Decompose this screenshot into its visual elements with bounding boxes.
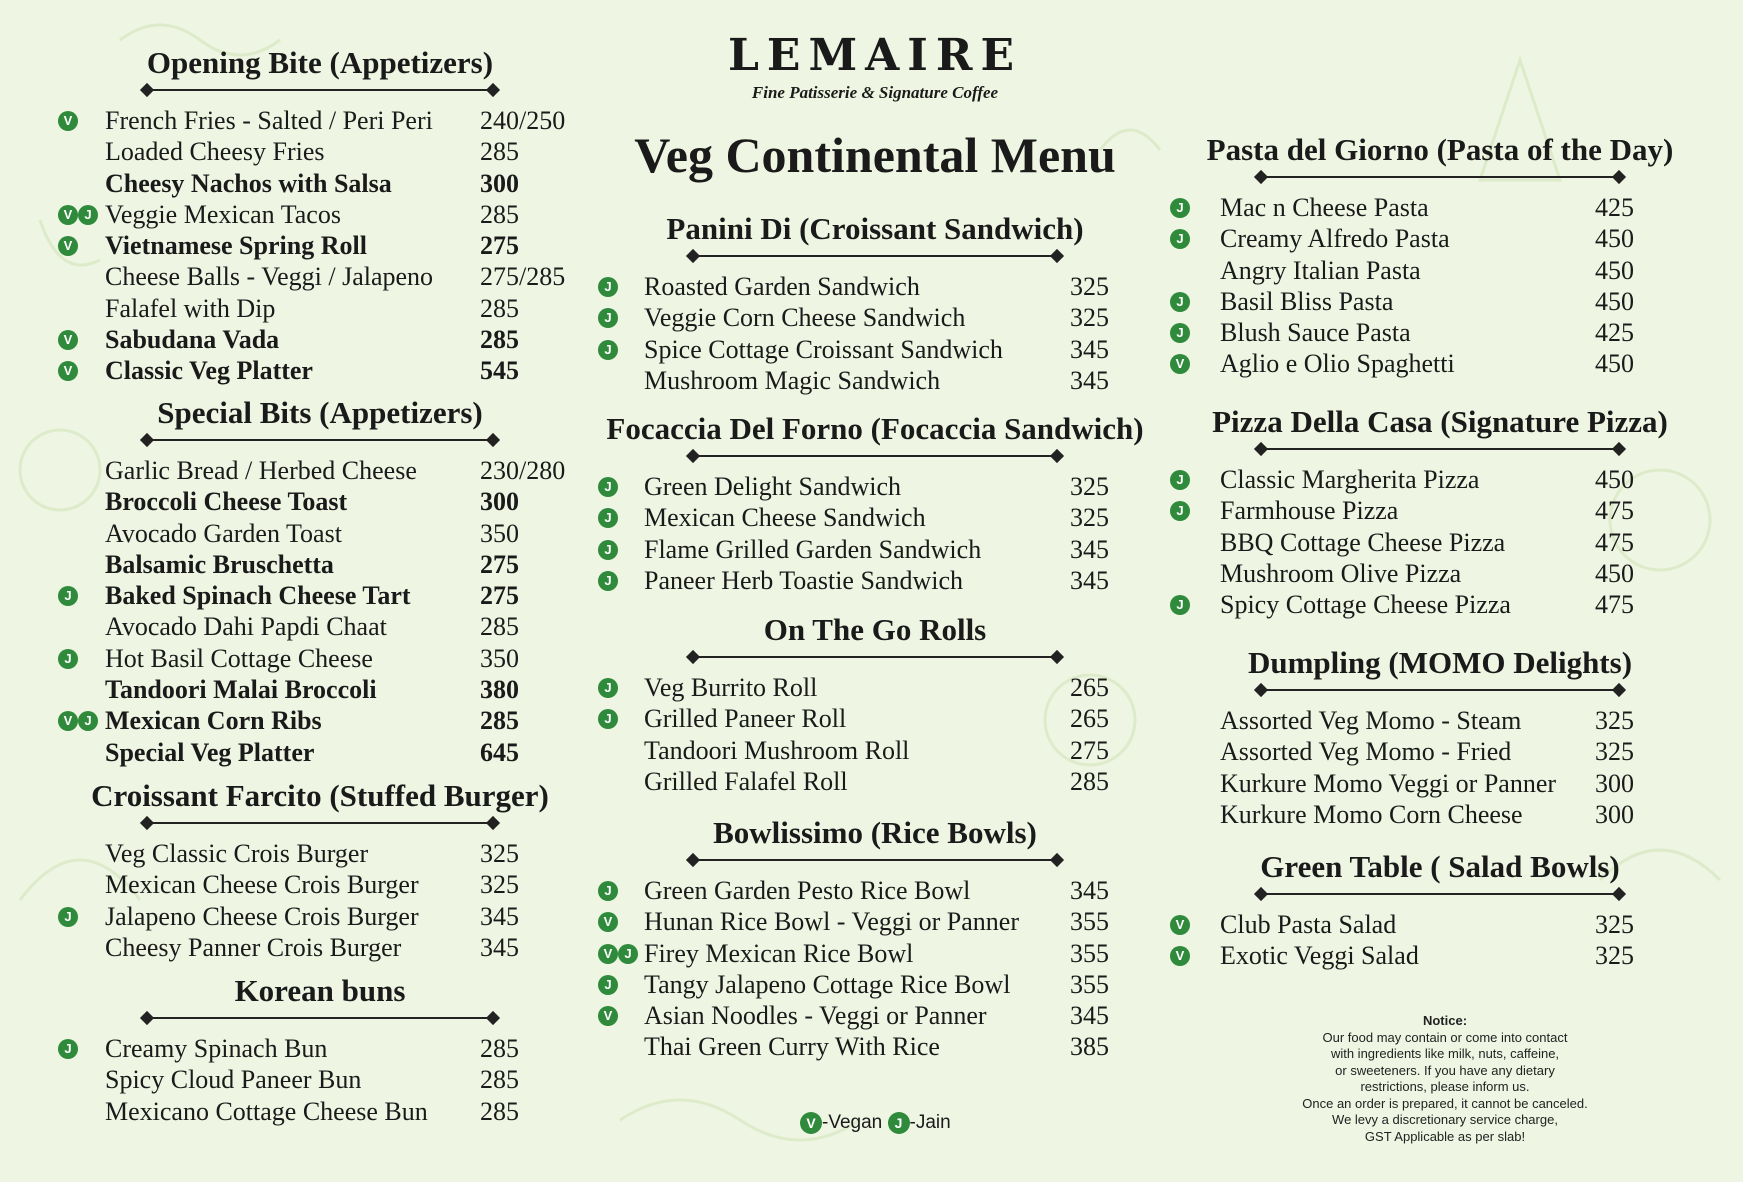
menu-item-price: 350 [480,518,519,548]
menu-item [50,1096,590,1127]
menu-item-list [50,1033,590,1127]
menu-item-name: Mexican Cheese Crois Burger [105,870,419,900]
jain-badge-icon: J [58,586,78,606]
jain-badge-icon: J [598,508,618,528]
menu-item [1160,223,1720,254]
menu-item [590,565,1160,596]
menu-item-price: 450 [1595,465,1634,494]
menu-item-name: Asian Noodles - Veggi or Panner [644,1001,987,1031]
menu-item-price: 645 [480,737,519,767]
menu-item [590,271,1160,302]
menu-item [50,136,590,167]
jain-badge-icon: J [58,649,78,669]
menu-item-name: Tandoori Malai Broccoli [105,675,377,705]
menu-item-list [1160,705,1720,830]
menu-item-name: Veg Burrito Roll [644,673,818,702]
menu-item-price: 325 [480,870,519,900]
section-title: Panini Di (Croissant Sandwich) [666,211,1084,246]
jain-badge-icon: J [598,975,618,995]
menu-item [590,534,1160,565]
menu-item-name: Broccoli Cheese Toast [105,487,348,517]
menu-item [50,1064,590,1095]
section-divider [590,451,1160,461]
section-pasta [1160,132,1720,380]
menu-item-name: Cheese Balls - Veggi / Jalapeno [105,262,434,292]
menu-item-name: Avocado Garden Toast [105,518,342,548]
menu-item-price: 285 [480,199,519,229]
menu-item-price: 275 [480,231,519,261]
menu-item-price: 545 [480,356,519,386]
menu-item [50,869,590,900]
menu-item-name: Garlic Bread / Herbed Cheese [105,456,417,485]
vegan-badge-icon: V [58,111,78,131]
menu-item-name: Roasted Garden Sandwich [644,272,920,301]
menu-item [590,672,1160,703]
vegan-badge-icon: V [58,330,78,350]
menu-item-name: Spicy Cloud Paneer Bun [105,1065,362,1095]
menu-item-name: Mushroom Magic Sandwich [644,365,941,395]
menu-item [50,901,590,932]
menu-item-name: Jalapeno Cheese Crois Burger [105,901,419,931]
menu-item-name: Cheesy Nachos with Salsa [105,168,392,198]
menu-item [50,230,590,261]
vegan-badge-icon: V [598,944,618,964]
menu-item [590,1031,1160,1062]
menu-item-price: 265 [1070,673,1109,702]
menu-item-name: Baked Spinach Cheese Tart [105,581,411,611]
menu-item-price: 275 [480,581,519,611]
menu-item-price: 450 [1595,286,1634,316]
menu-item [1160,286,1720,317]
section-divider [50,818,590,828]
menu-item-price: 355 [1070,969,1109,999]
menu-item [1160,909,1720,940]
menu-item-name: Mexican Cheese Sandwich [644,503,926,533]
section-rice-bowls [590,815,1160,1063]
diet-badges [58,361,78,392]
menu-item-price: 230/280 [480,456,566,485]
jain-badge-icon: J [598,277,618,297]
menu-item-price: 450 [1595,558,1634,588]
menu-item-price: 325 [1595,910,1634,939]
menu-item-list [1160,464,1720,620]
section-divider [1160,685,1720,695]
menu-item-name: Grilled Paneer Roll [644,704,847,734]
menu-item-name: Hot Basil Cottage Cheese [105,643,373,673]
menu-item [50,355,590,386]
menu-title: Veg Continental Menu [634,127,1116,183]
jain-badge-icon: J [1170,501,1190,521]
menu-item [50,455,590,486]
menu-item [1160,192,1720,223]
menu-item-price: 345 [1070,334,1109,364]
vegan-badge-icon: V [800,1112,822,1134]
menu-item-price: 345 [1070,876,1109,905]
vegan-badge-icon: V [58,361,78,381]
menu-item-name: Tandoori Mushroom Roll [644,735,910,765]
menu-item-price: 285 [480,706,519,736]
jain-badge-icon: J [1170,229,1190,249]
menu-item-list [50,455,590,768]
menu-item-name: Mac n Cheese Pasta [1220,193,1429,222]
menu-item-price: 325 [1595,706,1634,735]
menu-item-price: 300 [1595,768,1634,798]
menu-item-name: Blush Sauce Pasta [1220,318,1411,348]
menu-item [590,302,1160,333]
section-title: Pasta del Giorno (Pasta of the Day) [1206,132,1674,167]
menu-item-price: 325 [1595,737,1634,767]
menu-item [590,334,1160,365]
menu-item-name: Green Garden Pesto Rice Bowl [644,876,971,905]
section-title: Bowlissimo (Rice Bowls) [713,815,1037,850]
diet-badges [1170,946,1190,977]
menu-item-name: Assorted Veg Momo - Fried [1220,737,1512,767]
vegan-badge-icon: V [58,205,78,225]
menu-item-list [590,672,1160,797]
section-croissant-farcito [50,778,590,963]
jain-badge-icon: J [598,881,618,901]
section-divider [50,1013,590,1023]
menu-item-name: Aglio e Olio Spaghetti [1220,349,1455,379]
menu-item-price: 475 [1595,527,1634,557]
menu-item [50,838,590,869]
menu-item [50,199,590,230]
section-title: On The Go Rolls [763,612,987,647]
menu-item-list [50,105,590,387]
notice-title: Notice: [1422,1013,1468,1028]
section-korean-buns [50,973,590,1127]
menu-item [50,643,590,674]
menu-item [1160,768,1720,799]
jain-badge-icon: J [1170,292,1190,312]
menu-item-price: 345 [480,932,519,962]
notice-line: We levy a discretionary service charge, [1332,1112,1558,1127]
menu-item [590,1000,1160,1031]
menu-item-price: 325 [1070,503,1109,533]
jain-badge-icon: J [598,340,618,360]
brand-name: LEMAIRE [727,30,1022,81]
menu-item [1160,736,1720,767]
menu-item-name: Classic Veg Platter [105,356,313,386]
jain-badge-icon: J [888,1112,910,1134]
menu-item-price: 450 [1595,349,1634,379]
section-pizza [1160,404,1720,620]
menu-item-name: Green Delight Sandwich [644,472,902,501]
brand-header [590,30,1160,103]
jain-badge-icon: J [58,1039,78,1059]
menu-item-price: 345 [1070,534,1109,564]
menu-item-name: Farmhouse Pizza [1220,496,1399,526]
menu-item-name: Kurkure Momo Veggi or Panner [1220,768,1557,798]
menu-item [50,168,590,199]
notice-line: Once an order is prepared, it cannot be canceled. [1302,1095,1588,1111]
section-divider [1160,444,1720,454]
jain-badge-icon: J [1170,323,1190,343]
section-divider [1160,889,1720,899]
menu-item-name: Firey Mexican Rice Bowl [644,938,914,968]
menu-item-name: Club Pasta Salad [1220,910,1397,939]
jain-badge-icon: J [598,571,618,591]
section-title: Dumpling (MOMO Delights) [1247,645,1633,680]
menu-item-name: Assorted Veg Momo - Steam [1220,706,1522,735]
menu-item-price: 275 [1070,735,1109,765]
menu-item [50,737,590,768]
menu-item-price: 300 [480,168,519,198]
section-divider [1160,172,1720,182]
menu-item [50,580,590,611]
vegan-badge-icon: V [598,1006,618,1026]
menu-item-list [590,471,1160,596]
menu-item-price: 275 [480,549,519,579]
menu-item-name: Kurkure Momo Corn Cheese [1220,799,1523,829]
menu-item-price: 285 [480,137,519,167]
menu-item [50,105,590,136]
notice-line: restrictions, please inform us. [1360,1079,1530,1094]
menu-item [590,938,1160,969]
menu-item-name: Cheesy Panner Crois Burger [105,932,402,962]
jain-badge-icon: J [598,308,618,328]
menu-item-name: Thai Green Curry With Rice [644,1032,940,1062]
menu-item-name: Veggie Corn Cheese Sandwich [644,303,966,333]
jain-badge-icon: J [598,540,618,560]
menu-item-name: Loaded Cheesy Fries [105,137,325,167]
menu-item-name: Tangy Jalapeno Cottage Rice Bowl [644,969,1011,999]
menu-item [50,324,590,355]
brand-tagline: Fine Patisserie & Signature Coffee [751,83,999,102]
menu-item-price: 355 [1070,907,1109,937]
menu-item [590,703,1160,734]
menu-item-name: Flame Grilled Garden Sandwich [644,534,982,564]
menu-item-name: Grilled Falafel Roll [644,766,848,796]
menu-item-price: 345 [1070,565,1109,595]
notice-line: with ingredients like milk, nuts, caffeine, [1330,1046,1560,1061]
vegan-badge-icon: V [58,711,78,731]
menu-item-name: Classic Margherita Pizza [1220,465,1480,494]
menu-item-name: Spice Cottage Croissant Sandwich [644,334,1003,364]
menu-item-price: 325 [1070,303,1109,333]
menu-item-list [50,838,590,963]
menu-item-price: 325 [1070,272,1109,301]
menu-item-price: 345 [1070,1001,1109,1031]
menu-item-price: 285 [1070,766,1109,796]
menu-item-price: 285 [480,293,519,323]
menu-item-price: 285 [480,612,519,642]
menu-item-price: 385 [1070,1032,1109,1062]
vegan-badge-icon: V [1170,946,1190,966]
jain-badge-icon: J [1170,198,1190,218]
section-divider [50,435,590,445]
menu-item [50,611,590,642]
menu-item-list [1160,192,1720,380]
menu-item [590,735,1160,766]
section-special-bits [50,395,590,768]
menu-item [590,906,1160,937]
jain-badge-icon: J [598,678,618,698]
menu-item-price: 325 [480,839,519,868]
section-divider [590,251,1160,261]
vegan-badge-icon: V [1170,354,1190,374]
menu-item-name: Mexican Corn Ribs [105,706,322,736]
menu-item [590,766,1160,797]
menu-item-price: 325 [1070,472,1109,501]
menu-item-price: 285 [480,1065,519,1095]
menu-item-name: Hunan Rice Bowl - Veggi or Panner [644,907,1020,937]
jain-badge-icon: J [598,709,618,729]
menu-item [1160,495,1720,526]
menu-item-price: 300 [1595,799,1634,829]
menu-item [1160,705,1720,736]
section-title: Croissant Farcito (Stuffed Burger) [91,778,549,813]
menu-item-price: 425 [1595,318,1634,348]
section-focaccia [590,411,1160,596]
menu-item-price: 285 [480,1034,519,1063]
menu-item [1160,348,1720,379]
menu-item-price: 240/250 [480,106,566,135]
diet-badges [1170,595,1190,626]
menu-item-name: Spicy Cottage Cheese Pizza [1220,590,1511,620]
menu-item [1160,558,1720,589]
menu-item-name: Sabudana Vada [105,325,280,355]
menu-item-price: 380 [480,675,519,705]
menu-item-name: Creamy Alfredo Pasta [1220,224,1450,254]
notice-box [1230,1013,1660,1145]
menu-item-price: 350 [480,643,519,673]
section-title: Korean buns [234,973,406,1008]
menu-item-name: French Fries - Salted / Peri Peri [105,106,433,135]
section-rolls [590,612,1160,797]
menu-item [1160,940,1720,971]
diet-badges [1170,354,1190,385]
menu-item [1160,799,1720,830]
section-title: Special Bits (Appetizers) [157,395,483,430]
section-title: Green Table ( Salad Bowls) [1260,849,1620,884]
menu-item-price: 355 [1070,938,1109,968]
menu-item-name: Avocado Dahi Papdi Chaat [105,612,387,642]
menu-item-name: Falafel with Dip [105,293,276,323]
menu-item-list [590,271,1160,396]
section-salads [1160,849,1720,972]
menu-item-name: Paneer Herb Toastie Sandwich [644,565,963,595]
menu-item-price: 300 [480,487,519,517]
menu-item-name: Vietnamese Spring Roll [105,231,367,261]
menu-item [50,261,590,292]
menu-item [50,1033,590,1064]
section-divider [590,652,1160,662]
menu-item [1160,589,1720,620]
jain-badge-icon: J [1170,595,1190,615]
vegan-badge-icon: V [58,236,78,256]
notice-line: GST Applicable as per slab! [1364,1128,1526,1144]
menu-item [1160,255,1720,286]
menu-item [50,518,590,549]
menu-item-name: Exotic Veggi Salad [1220,941,1419,971]
menu-item-name: Special Veg Platter [105,737,315,767]
menu-item [1160,527,1720,558]
section-title: Pizza Della Casa (Signature Pizza) [1212,404,1668,439]
menu-item [1160,464,1720,495]
legend-jain-label: -Jain [909,1112,951,1133]
jain-badge-icon: J [598,477,618,497]
menu-item-price: 275/285 [480,262,566,292]
section-panini [590,211,1160,396]
notice-line: or sweeteners. If you have any dietary [1335,1062,1555,1078]
menu-item [590,365,1160,396]
jain-badge-icon: J [58,907,78,927]
menu-item-price: 345 [480,901,519,931]
menu-item-price: 425 [1595,193,1634,222]
legend-vegan-label: -Vegan [822,1112,883,1133]
menu-item [50,932,590,963]
menu-item-price: 345 [1070,365,1109,395]
menu-item-price: 285 [480,325,519,355]
menu-item-price: 450 [1595,224,1634,254]
menu-item-list [1160,909,1720,972]
diet-badges [598,571,618,602]
jain-badge-icon: J [78,205,98,225]
menu-item [590,471,1160,502]
menu-item-name: Mexicano Cottage Cheese Bun [105,1096,428,1126]
menu-item-price: 475 [1595,590,1634,620]
menu-item [590,875,1160,906]
menu-item-name: Veg Classic Crois Burger [105,839,369,868]
jain-badge-icon: J [618,944,638,964]
menu-item [50,486,590,517]
notice-line: Our food may contain or come into contact [1322,1029,1568,1045]
section-divider [590,855,1160,865]
menu-item-name: Balsamic Bruschetta [105,549,334,579]
section-momo [1160,645,1720,830]
menu-item-price: 475 [1595,496,1634,526]
menu-item [50,674,590,705]
section-title: Opening Bite (Appetizers) [146,45,494,80]
menu-item-name: Angry Italian Pasta [1220,255,1421,285]
jain-badge-icon: J [78,711,98,731]
menu-item [50,293,590,324]
menu-item-price: 325 [1595,941,1634,971]
jain-badge-icon: J [1170,470,1190,490]
menu-item-name: Veggie Mexican Tacos [105,199,341,229]
menu-item-price: 265 [1070,704,1109,734]
menu-item [590,969,1160,1000]
menu-item-name: Basil Bliss Pasta [1220,286,1394,316]
vegan-badge-icon: V [1170,915,1190,935]
menu-item [590,502,1160,533]
menu-item-price: 450 [1595,255,1634,285]
section-divider [50,85,590,95]
menu-item-name: Creamy Spinach Bun [105,1034,328,1063]
vegan-badge-icon: V [598,912,618,932]
menu-item-name: Mushroom Olive Pizza [1220,558,1462,588]
menu-item-list [590,875,1160,1063]
section-title: Focaccia Del Forno (Focaccia Sandwich) [606,411,1144,446]
menu-item-price: 285 [480,1096,519,1126]
legend [800,1112,951,1134]
section-opening-bite [50,45,590,387]
menu-item [50,705,590,736]
menu-item [50,549,590,580]
menu-item-name: BBQ Cottage Cheese Pizza [1220,527,1506,557]
menu-item [1160,317,1720,348]
